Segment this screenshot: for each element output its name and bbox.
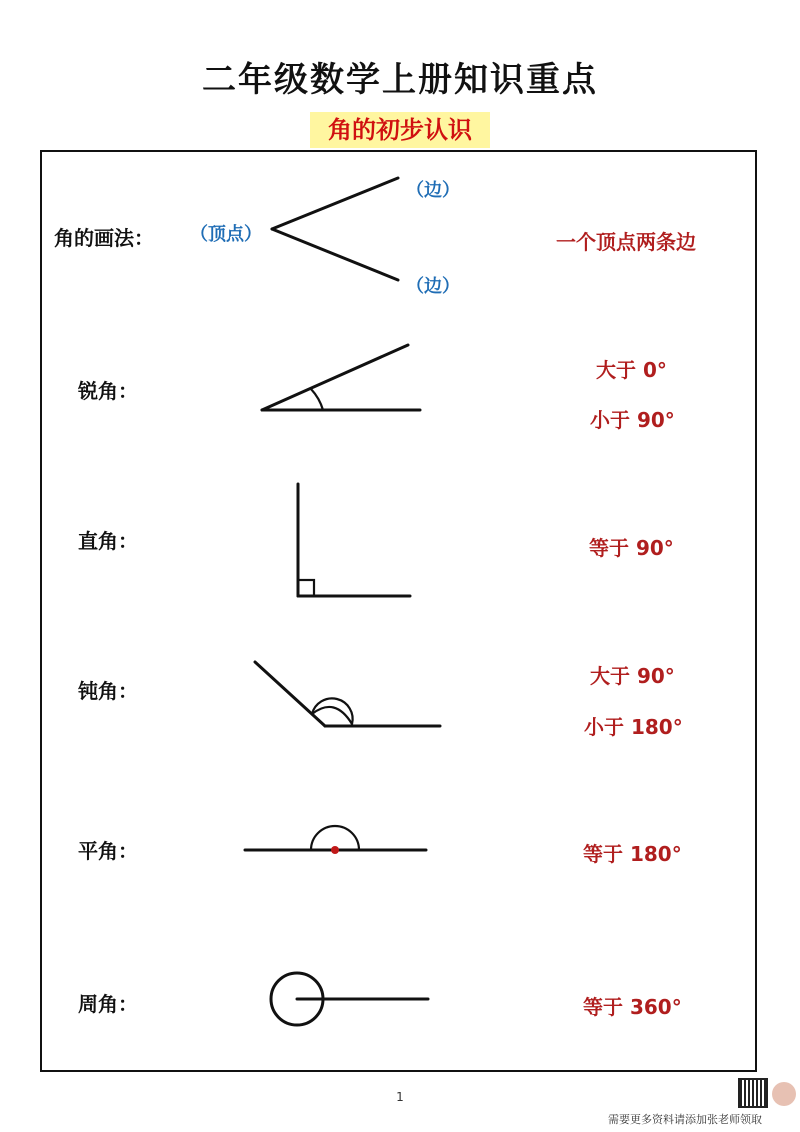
drawn-angle-side-top xyxy=(272,178,398,229)
right-angle-label: 直角： xyxy=(78,529,138,553)
acute-desc-max: 小于 90° xyxy=(590,408,675,432)
acute-desc-min: 大于 0° xyxy=(596,358,667,382)
acute-angle-label: 锐角： xyxy=(78,379,138,403)
section-subtitle: 角的初步认识 xyxy=(310,112,490,148)
full-desc: 等于 360° xyxy=(583,995,682,1019)
acute-angle-figure xyxy=(262,345,420,410)
qr-code-icon xyxy=(738,1078,768,1108)
right-angle-marker xyxy=(298,580,314,596)
drawn-angle-side-bottom xyxy=(272,229,398,280)
footer-note: 需要更多资料请添加张老师领取 xyxy=(608,1113,762,1126)
avatar xyxy=(772,1082,796,1106)
acute-arc xyxy=(311,389,323,410)
side-label-top: （边） xyxy=(406,180,460,201)
straight-angle-label: 平角： xyxy=(78,839,138,863)
full-angle-label: 周角： xyxy=(78,992,138,1016)
acute-upper-ray xyxy=(262,345,408,410)
straight-vertex-dot xyxy=(331,846,339,854)
vertex-label: （顶点） xyxy=(190,224,262,245)
side-label-bottom: （边） xyxy=(406,276,460,297)
obtuse-upper-ray xyxy=(255,662,325,726)
page-number: 1 xyxy=(396,1090,404,1104)
obtuse-desc-min: 大于 90° xyxy=(590,664,675,688)
right-desc: 等于 90° xyxy=(589,536,674,560)
right-angle-figure xyxy=(298,484,410,596)
obtuse-desc-max: 小于 180° xyxy=(584,715,683,739)
straight-desc: 等于 180° xyxy=(583,842,682,866)
drawing-label: 角的画法： xyxy=(54,226,154,250)
page-title: 二年级数学上册知识重点 xyxy=(202,60,598,100)
drawing-note: 一个顶点两条边 xyxy=(556,230,696,254)
obtuse-angle-label: 钝角： xyxy=(78,679,138,703)
full-angle-figure xyxy=(271,973,428,1025)
drawn-angle-figure xyxy=(272,178,398,280)
obtuse-angle-figure xyxy=(255,662,440,726)
